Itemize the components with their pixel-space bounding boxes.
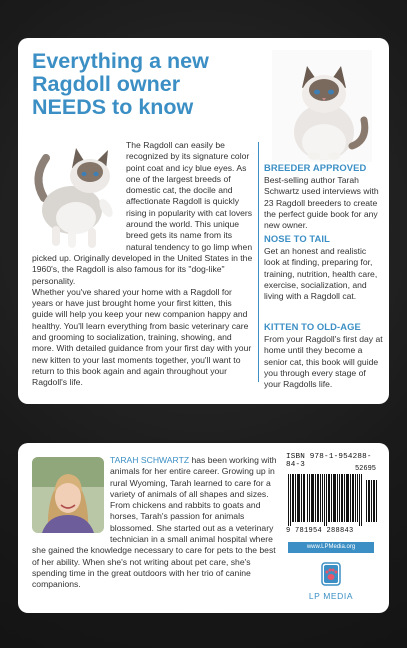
description-paragraph-2: Whether you've shared your home with a Ragdoll for years or have just brought home your first kitten, this guide will help you keep your new companion happy and healthy. You'll learn everything from basic veterinary care and grooming to socialization, training, showing, and more. With detailed guidance from your first day with your new kitten to your last moments together, you'll want to return to this book again and again throughout your Ragdoll's life.	[32, 286, 252, 388]
barcode-bars	[286, 474, 378, 526]
feature-title: BREEDER APPROVED	[264, 162, 367, 173]
feature-kitten-to-old-age	[264, 321, 384, 390]
feature-text: Best-selling author Tarah Schwartz used interviews with 23 Ragdoll breeders to create the perfect guide book for any new owner.	[264, 175, 379, 231]
isbn-barcode	[286, 453, 378, 535]
author-bio-text: has been working with animals for her entire career. Growing up in rural Wyoming, Tarah learned to care for a variety of animals of all shapes and sizes. From chickens and rabbits to goats and horses, Tarah's passion for animals blossomed. She started out as a veterinary technician in a small animal hospital where she gained the knowledge necessary to care for pets to the best of her ability. When she's not writing about pet care, she's spending time in the great outdoors with her trio of canine companions.	[32, 455, 277, 590]
publisher-name: LP MEDIA	[308, 591, 354, 601]
ragdoll-cat-photo-sitting	[272, 50, 372, 162]
author-name: TARAH SCHWARTZ	[110, 455, 190, 465]
column-divider	[258, 142, 259, 382]
back-cover-bottom-panel	[18, 443, 389, 613]
author-bio	[32, 455, 278, 605]
price-code: 52695	[354, 465, 376, 473]
back-cover-top-panel	[18, 38, 389, 404]
description-block	[32, 140, 254, 400]
isbn-number: ISBN 978-1-954288-84-3	[286, 453, 372, 469]
publisher-url[interactable]: www.LPMedia.org	[288, 542, 374, 553]
headline: Everything a new Ragdoll owner NEEDS to know	[32, 49, 209, 119]
feature-text: Get an honest and realistic look at finding, preparing for, training, nutrition, health care, exercise, socialization, and living with a Ragdoll cat.	[264, 246, 378, 302]
feature-title: NOSE TO TAIL	[264, 233, 330, 244]
feature-text: From your Ragdoll's first day at home until they become a senior cat, this book will guide you through every stage of your Ragdolls life.	[264, 334, 383, 390]
description-paragraph-1: The Ragdoll can easily be recognized by its signature color point coat and icy blue eyes. As one of the largest breeds of domestic cat, the docile and affectionate Ragdoll is quickly rising in popularity with cat lovers around the world. This unique breed gets its name from its natural tendency to go limp when picked up. Originally developed in the United States in the 1960's, the Ragdoll is also famous for its "dog-like" personality.	[32, 140, 253, 286]
publisher-logo	[298, 561, 364, 601]
feature-title: KITTEN TO OLD-AGE	[264, 321, 361, 332]
feature-breeder-approved	[264, 162, 384, 231]
barcode-digits: 9 781954 288843	[286, 527, 354, 535]
paw-print-icon	[298, 561, 364, 591]
feature-nose-to-tail	[264, 233, 384, 302]
